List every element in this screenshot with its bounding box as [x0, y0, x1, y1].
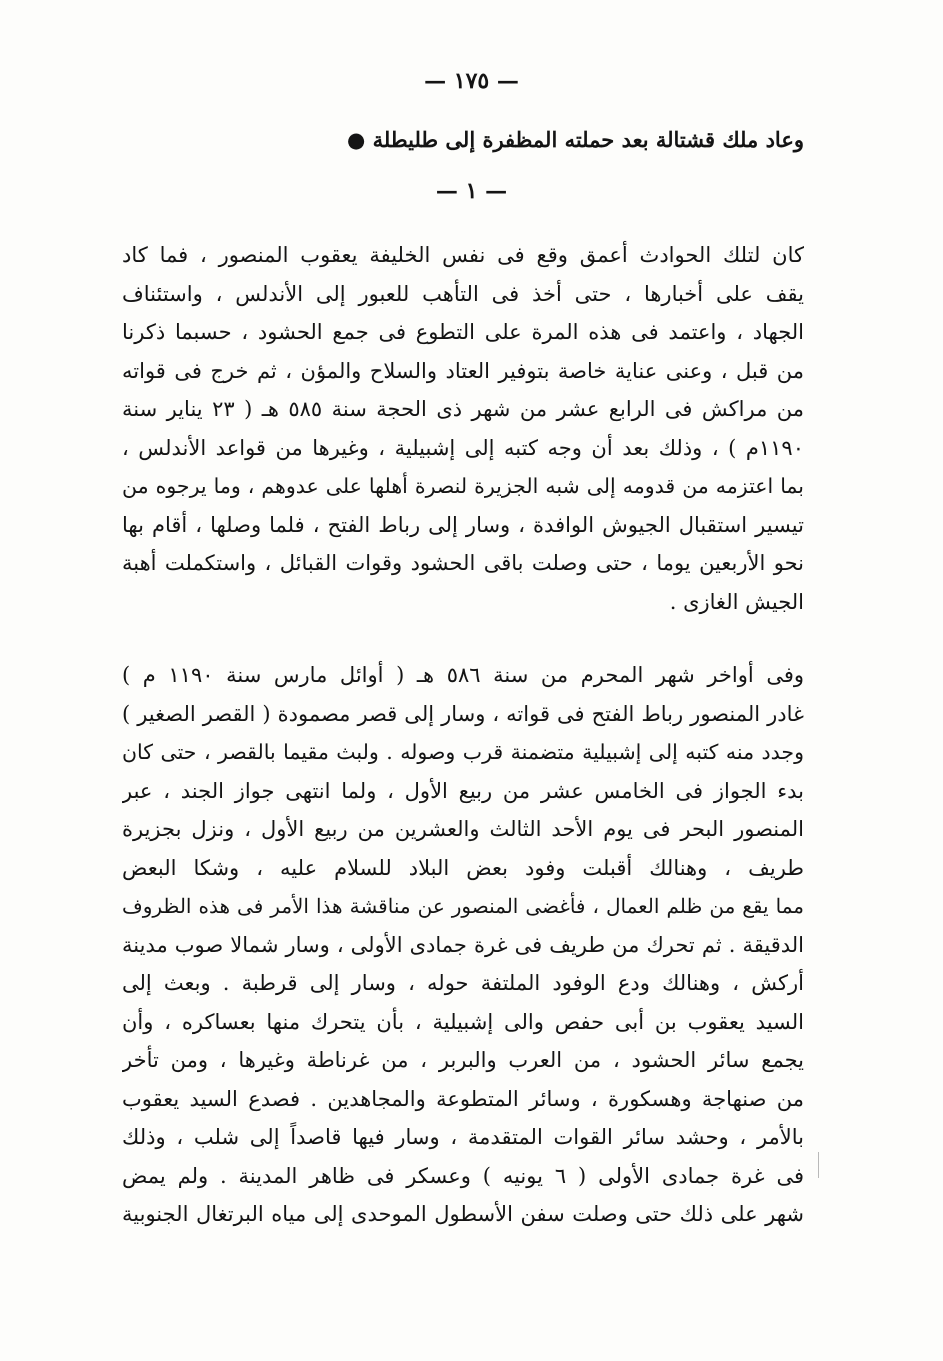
paragraph-line: من مراكش فى الرابع عشر من شهر ذى الحجة سنة ٥٨٥ هـ ( ٢٣ يناير سنة	[122, 397, 804, 421]
paragraph-line: السيد يعقوب بن أبى حفص والى إشبيلية ، بأن يتحرك منها بعساكره ، وأن	[122, 1009, 804, 1034]
paragraph-line: وجدد منه كتبه إلى إشبيلية متضمنة قرب وصوله . ولبث مقيما بالقصر ، حتى كان	[122, 740, 804, 764]
section-number: — ١ —	[435, 178, 508, 204]
paragraph-line: مما يقع من ظلم العمال ، فأغضى المنصور عن مناقشة هذا الأمر فى هذه الظروف	[122, 894, 804, 918]
paragraph-line: كان لتلك الحوادث أعمق وقع فى نفس الخليفة يعقوب المنصور ، فما كاد	[122, 243, 804, 267]
paragraph-line: غادر المنصور رباط الفتح فى قواته ، وسار إلى قصر مصمودة ( القصر الصغير )	[122, 701, 804, 726]
paragraph-line: الجهاد ، واعتمد فى هذه المرة على التطوع فى جمع الحشود ، حسبما ذكرنا	[122, 320, 804, 344]
paragraph-line: من صنهاجة وهسكورة ، وسائر المتطوعة والمجاهدين . فصدع السيد يعقوب	[122, 1086, 804, 1111]
paragraph-line: يجمع سائر الحشود ، من العرب والبربر ، من غرناطة وغيرها ، ومن تأخر	[122, 1048, 804, 1072]
paragraph-line: يقف على أخبارها ، حتى أخذ فى التأهب للعبور إلى الأندلس ، واستئناف	[122, 281, 804, 306]
paragraph-1	[122, 236, 804, 621]
paragraph-line: بدء الجواز فى الخامس عشر من ربيع الأول ، ولما انتهى جواز الجند ، عبر	[122, 778, 804, 803]
paragraph-line: ١١٩٠م ) ، وذلك بعد أن وجه كتبه إلى إشبيلية ، وغيرها من قواعد الأندلس ،	[122, 435, 804, 460]
paragraph-line: طريف ، وهنالك أقبلت وفود بعض البلاد للسلام عليه ، وشكا البعض	[122, 855, 804, 880]
paragraph-line: فى غرة جمادى الأولى ( ٦ يونيه ) وعسكر فى ظاهر المدينة . ولم يمض	[122, 1163, 804, 1188]
paragraph-line: الجيش الغازى .	[669, 589, 804, 614]
paragraph-line: من قبل ، وعنى عناية خاصة بتوفير العتاد والسلاح والمؤن ، ثم خرج فى قواته	[122, 358, 804, 383]
paragraph-line: الدقيقة . ثم تحرك من طريف فى غرة جمادى الأولى ، وسار شمالا صوب مدينة	[122, 932, 804, 957]
paragraph-line: وفى أواخر شهر المحرم من سنة ٥٨٦ هـ ( أوائل مارس سنة ١١٩٠ م )	[122, 663, 804, 687]
paragraph-line: بالأمر ، وحشد سائر القوات المتقدمة ، وسار فيها قاصداً إلى شلب ، وذلك	[122, 1125, 804, 1149]
intro-line: وعاد ملك قشتالة بعد حملته المظفرة إلى طليطلة ●	[347, 127, 804, 152]
paragraph-line: نحو الأربعين يوما ، حتى وصلت باقى الحشود وقوات القبائل ، واستكملت أهبة	[122, 551, 804, 575]
paragraph-line: تيسير استقبال الجيوش الوافدة ، وسار إلى رباط الفتح ، فلما وصلها ، أقام بها	[122, 512, 804, 537]
paragraph-line: بما اعتزمه من قدومه إلى شبه الجزيرة لنصرة أهلها على عدوهم ، وما يرجوه من	[122, 474, 804, 498]
margin-mark	[818, 1152, 819, 1178]
paragraph-2	[122, 656, 804, 1234]
paragraph-line: المنصور البحر فى يوم الأحد الثالث والعشرين من ربيع الأول ، ونزل بجزيرة	[122, 817, 804, 841]
paragraph-line: شهر على ذلك حتى وصلت سفن الأسطول الموحدى إلى مياه البرتغال الجنوبية	[122, 1202, 804, 1226]
page-number: — ١٧٥ —	[424, 68, 519, 94]
paragraph-line: أركش ، وهنالك ودع الوفود الملتفة حوله ، وسار إلى قرطبة . وبعث إلى	[122, 971, 804, 995]
